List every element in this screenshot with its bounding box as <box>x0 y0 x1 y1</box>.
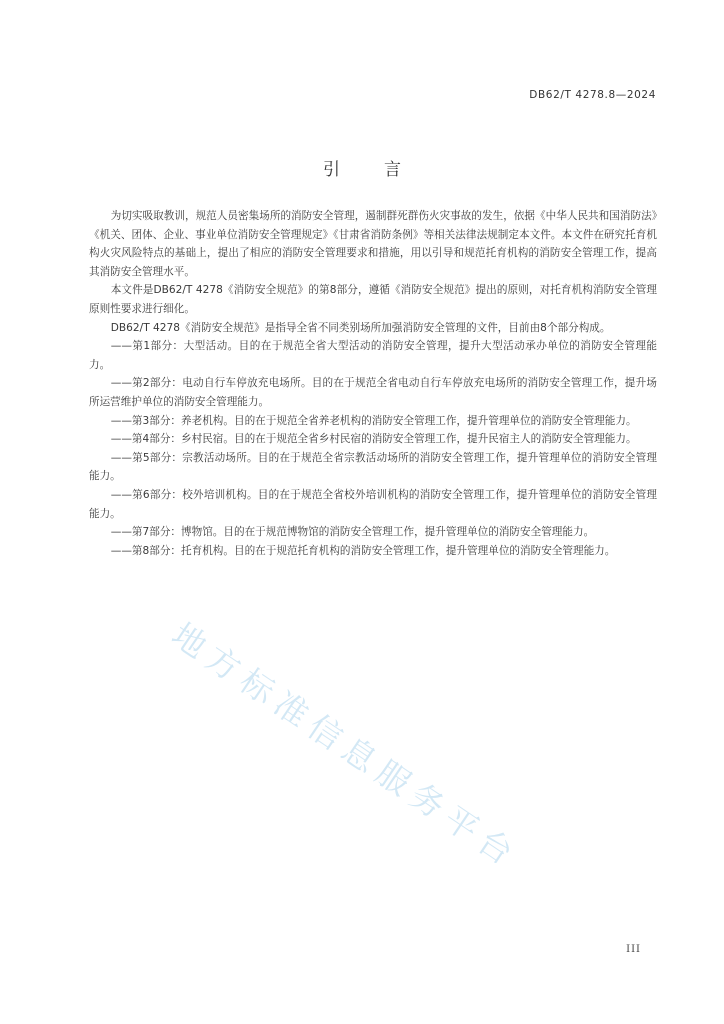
part-list-item: ——第7部分：博物馆。目的在于规范博物馆的消防安全管理工作，提升管理单位的消防安全管理能力。 <box>110 526 595 539</box>
intro-paragraph: DB62/T 4278《消防安全规范》是指导全省不同类别场所加强消防安全管理的文件，目前由8个部分构成。 <box>110 321 611 334</box>
part-list-item: ——第2部分：电动自行车停放充电场所。目的在于规范全省电动自行车停放充电场所的消防安全管理工作，提升场所运营维护单位的消防安全管理能力。 <box>89 377 657 408</box>
intro-paragraph: 为切实吸取教训，规范人员密集场所的消防安全管理，遏制群死群伤火灾事故的发生，依据《中华人民共和国消防法》《机关、团体、企业、事业单位消防安全管理规定》《甘肃省消防条例》等相关法律法规制定本文件。本文件在研究托育机构火灾风险特点的基础上，提出了相应的消防安全管理要求和措施，用以引导和规范托育机构的消防安全管理工作，提高其消防安全管理水平。 <box>89 210 657 278</box>
standard-code: DB62/T 4278.8—2024 <box>529 89 656 101</box>
part-list-item: ——第5部分：宗教活动场所。目的在于规范全省宗教活动场所的消防安全管理工作，提升管理单位的消防安全管理能力。 <box>89 451 657 483</box>
part-list-item: ——第8部分：托育机构。目的在于规范托育机构的消防安全管理工作，提升管理单位的消防安全管理能力。 <box>110 544 616 557</box>
intro-paragraph: 本文件是DB62/T 4278《消防安全规范》的第8部分，遵循《消防安全规范》提出的原则，对托育机构消防安全管理原则性要求进行细化。 <box>89 284 657 315</box>
page-number: III <box>626 944 641 955</box>
watermark: 地方标准信息服务平台 <box>164 614 527 877</box>
introduction-body <box>89 207 657 560</box>
part-list-item: ——第4部分：乡村民宿。目的在于规范全省乡村民宿的消防安全管理工作，提升民宿主人的消防安全管理能力。 <box>110 433 637 446</box>
part-list-item: ——第6部分：校外培训机构。目的在于规范全省校外培训机构的消防安全管理工作，提升管理单位的消防安全管理能力。 <box>89 488 657 520</box>
part-list-item: ——第1部分：大型活动。目的在于规范全省大型活动的消防安全管理，提升大型活动承办单位的消防安全管理能力。 <box>89 340 657 371</box>
part-list-item: ——第3部分：养老机构。目的在于规范全省养老机构的消防安全管理工作，提升管理单位的消防安全管理能力。 <box>110 414 637 427</box>
section-title: 引言 <box>323 160 445 180</box>
